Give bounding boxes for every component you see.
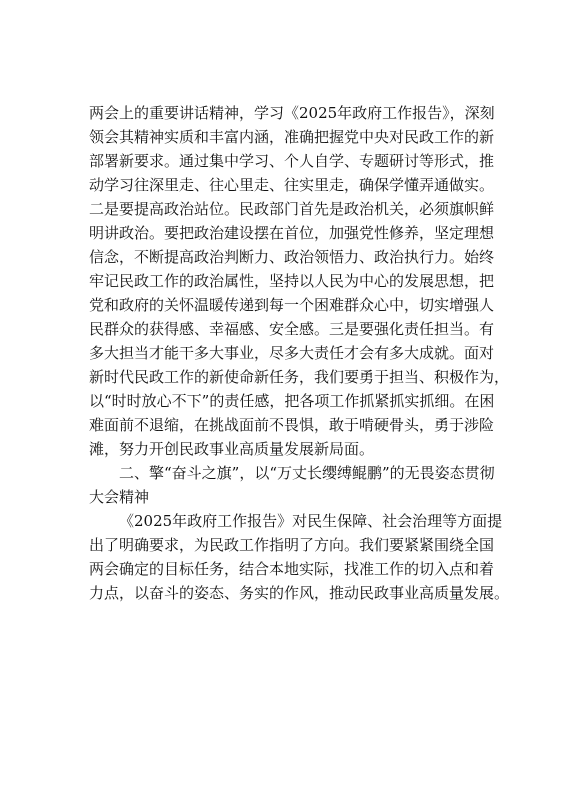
text-line: 《2025年政府工作报告》对民生保障、社会治理等方面提 — [119, 512, 503, 530]
text-line: 党和政府的关怀温暖传递到每一个困难群众心中，切实增强人 — [89, 296, 495, 314]
text-line: 领会其精神实质和丰富内涵，准确把握党中央对民政工作的新 — [89, 128, 495, 146]
section-heading — [89, 461, 495, 509]
body-paragraph — [89, 509, 510, 605]
text-line: 难面前不退缩，在挑战面前不畏惧，敢于啃硬骨头，勇于涉险 — [89, 416, 495, 434]
text-line: 滩，努力开创民政事业高质量发展新局面。 — [89, 440, 375, 458]
text-line: 动学习往深里走、往心里走、往实里走，确保学懂弄通做实。 — [89, 176, 495, 194]
text-line: 牢记民政工作的政治属性，坚持以人民为中心的发展思想，把 — [89, 272, 495, 290]
body-paragraph — [89, 101, 510, 461]
text-line: 二是要提高政治站位。民政部门首先是政治机关，必须旗帜鲜 — [89, 200, 495, 218]
text-line: 新时代民政工作的新使命新任务，我们要勇于担当、积极作为， — [89, 368, 510, 386]
text-line: 民群众的获得感、幸福感、安全感。三是要强化责任担当。有 — [89, 320, 495, 338]
text-line: 以“时时放心不下”的责任感，把各项工作抓紧抓实抓细。在困 — [89, 392, 495, 410]
text-line: 两会上的重要讲话精神，学习《2025年政府工作报告》，深刻 — [89, 104, 495, 122]
heading-line: 大会精神 — [89, 488, 150, 506]
heading-line: 二、擎“奋斗之旗”，以“万丈长缨缚鲲鹏”的无畏姿态贯彻 — [119, 464, 495, 482]
text-line: 两会确定的目标任务，结合本地实际，找准工作的切入点和着 — [89, 560, 495, 578]
text-line: 信念，不断提高政治判断力、政治领悟力、政治执行力。始终 — [89, 248, 495, 266]
text-line: 力点，以奋斗的姿态、务实的作风，推动民政事业高质量发展。 — [89, 584, 510, 602]
text-line: 出了明确要求，为民政工作指明了方向。我们要紧紧围绕全国 — [89, 536, 495, 554]
text-line: 多大担当才能干多大事业，尽多大责任才会有多大成就。面对 — [89, 344, 495, 362]
document-body — [89, 101, 510, 605]
text-line: 明讲政治。要把政治建设摆在首位，加强党性修养，坚定理想 — [89, 224, 495, 242]
text-line: 部署新要求。通过集中学习、个人自学、专题研讨等形式，推 — [89, 152, 495, 170]
